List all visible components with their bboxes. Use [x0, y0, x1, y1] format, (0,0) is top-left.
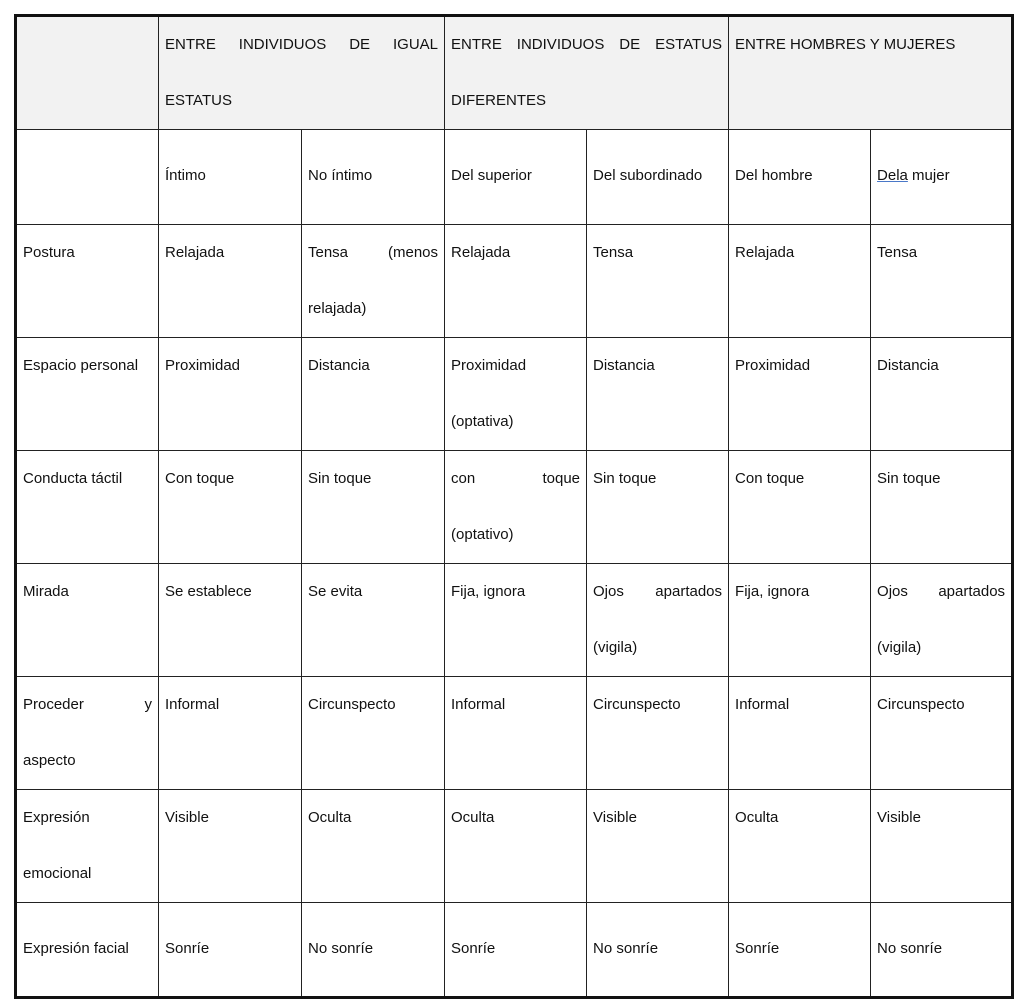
cell-no-intimo: Oculta	[302, 790, 445, 903]
row-label: Expresión facial	[16, 903, 159, 998]
cell-del-superior: Proximidad (optativa)	[445, 338, 587, 451]
cell-del-hombre: Oculta	[729, 790, 871, 903]
cell-del-hombre: Relajada	[729, 225, 871, 338]
cell-de-la-mujer: Sin toque	[871, 451, 1013, 564]
subheader-mujer-text: mujer	[907, 167, 950, 184]
cell-intimo: Sonríe	[159, 903, 302, 998]
cell-del-subordinado: Circunspecto	[587, 677, 729, 790]
cell-no-intimo: No sonríe	[302, 903, 445, 998]
cell-del-hombre: Informal	[729, 677, 871, 790]
cell-del-subordinado: No sonríe	[587, 903, 729, 998]
cell-de-la-mujer: No sonríe	[871, 903, 1013, 998]
table-row	[16, 451, 1013, 564]
header-corner-cell	[16, 16, 159, 130]
subheader-del-hombre: Del hombre	[729, 130, 871, 225]
row-label: Postura	[16, 225, 159, 338]
table-row	[16, 790, 1013, 903]
cell-del-hombre: Fija, ignora	[729, 564, 871, 677]
cell-del-subordinado: Visible	[587, 790, 729, 903]
spellcheck-underlined-word: Dela	[877, 167, 908, 184]
row-label: Espacio personal	[16, 338, 159, 451]
table-row	[16, 564, 1013, 677]
cell-intimo: Proximidad	[159, 338, 302, 451]
cell-del-subordinado: Distancia	[587, 338, 729, 451]
subheader-intimo: Íntimo	[159, 130, 302, 225]
cell-del-subordinado: Sin toque	[587, 451, 729, 564]
row-label: Expresión emocional	[16, 790, 159, 903]
subheader-del-superior: Del superior	[445, 130, 587, 225]
cell-del-superior: Sonríe	[445, 903, 587, 998]
subheader-row	[16, 130, 1013, 225]
comparison-table	[14, 14, 1014, 999]
cell-de-la-mujer: Tensa	[871, 225, 1013, 338]
cell-intimo: Informal	[159, 677, 302, 790]
cell-del-hombre: Con toque	[729, 451, 871, 564]
subheader-de-la-mujer	[871, 130, 1013, 225]
cell-intimo: Se establece	[159, 564, 302, 677]
subheader-no-intimo: No íntimo	[302, 130, 445, 225]
table-row	[16, 225, 1013, 338]
row-label: Mirada	[16, 564, 159, 677]
row-label: Conducta táctil	[16, 451, 159, 564]
cell-del-hombre: Sonríe	[729, 903, 871, 998]
cell-de-la-mujer: Distancia	[871, 338, 1013, 451]
cell-de-la-mujer: Visible	[871, 790, 1013, 903]
cell-del-subordinado: Tensa	[587, 225, 729, 338]
table-row	[16, 677, 1013, 790]
cell-de-la-mujer: Circunspecto	[871, 677, 1013, 790]
cell-intimo: Con toque	[159, 451, 302, 564]
subheader-del-subordinado: Del subordinado	[587, 130, 729, 225]
cell-no-intimo: Tensa (menos relajada)	[302, 225, 445, 338]
header-men-women: ENTRE HOMBRES Y MUJERES	[729, 16, 1013, 130]
cell-intimo: Visible	[159, 790, 302, 903]
cell-del-superior: Fija, ignora	[445, 564, 587, 677]
cell-del-subordinado: Ojos apartados (vigila)	[587, 564, 729, 677]
cell-no-intimo: Se evita	[302, 564, 445, 677]
cell-del-superior: Oculta	[445, 790, 587, 903]
table-row	[16, 903, 1013, 998]
subheader-corner-cell	[16, 130, 159, 225]
cell-del-hombre: Proximidad	[729, 338, 871, 451]
header-equal-status: ENTRE INDIVIDUOS DE IGUAL ESTATUS	[159, 16, 445, 130]
cell-del-superior: con toque (optativo)	[445, 451, 587, 564]
cell-del-superior: Relajada	[445, 225, 587, 338]
cell-no-intimo: Sin toque	[302, 451, 445, 564]
cell-intimo: Relajada	[159, 225, 302, 338]
cell-no-intimo: Circunspecto	[302, 677, 445, 790]
table-row	[16, 338, 1013, 451]
header-different-status: ENTRE INDIVIDUOS DE ESTATUS DIFERENTES	[445, 16, 729, 130]
cell-no-intimo: Distancia	[302, 338, 445, 451]
cell-del-superior: Informal	[445, 677, 587, 790]
header-row	[16, 16, 1013, 130]
row-label: Proceder y aspecto	[16, 677, 159, 790]
cell-de-la-mujer: Ojos apartados (vigila)	[871, 564, 1013, 677]
